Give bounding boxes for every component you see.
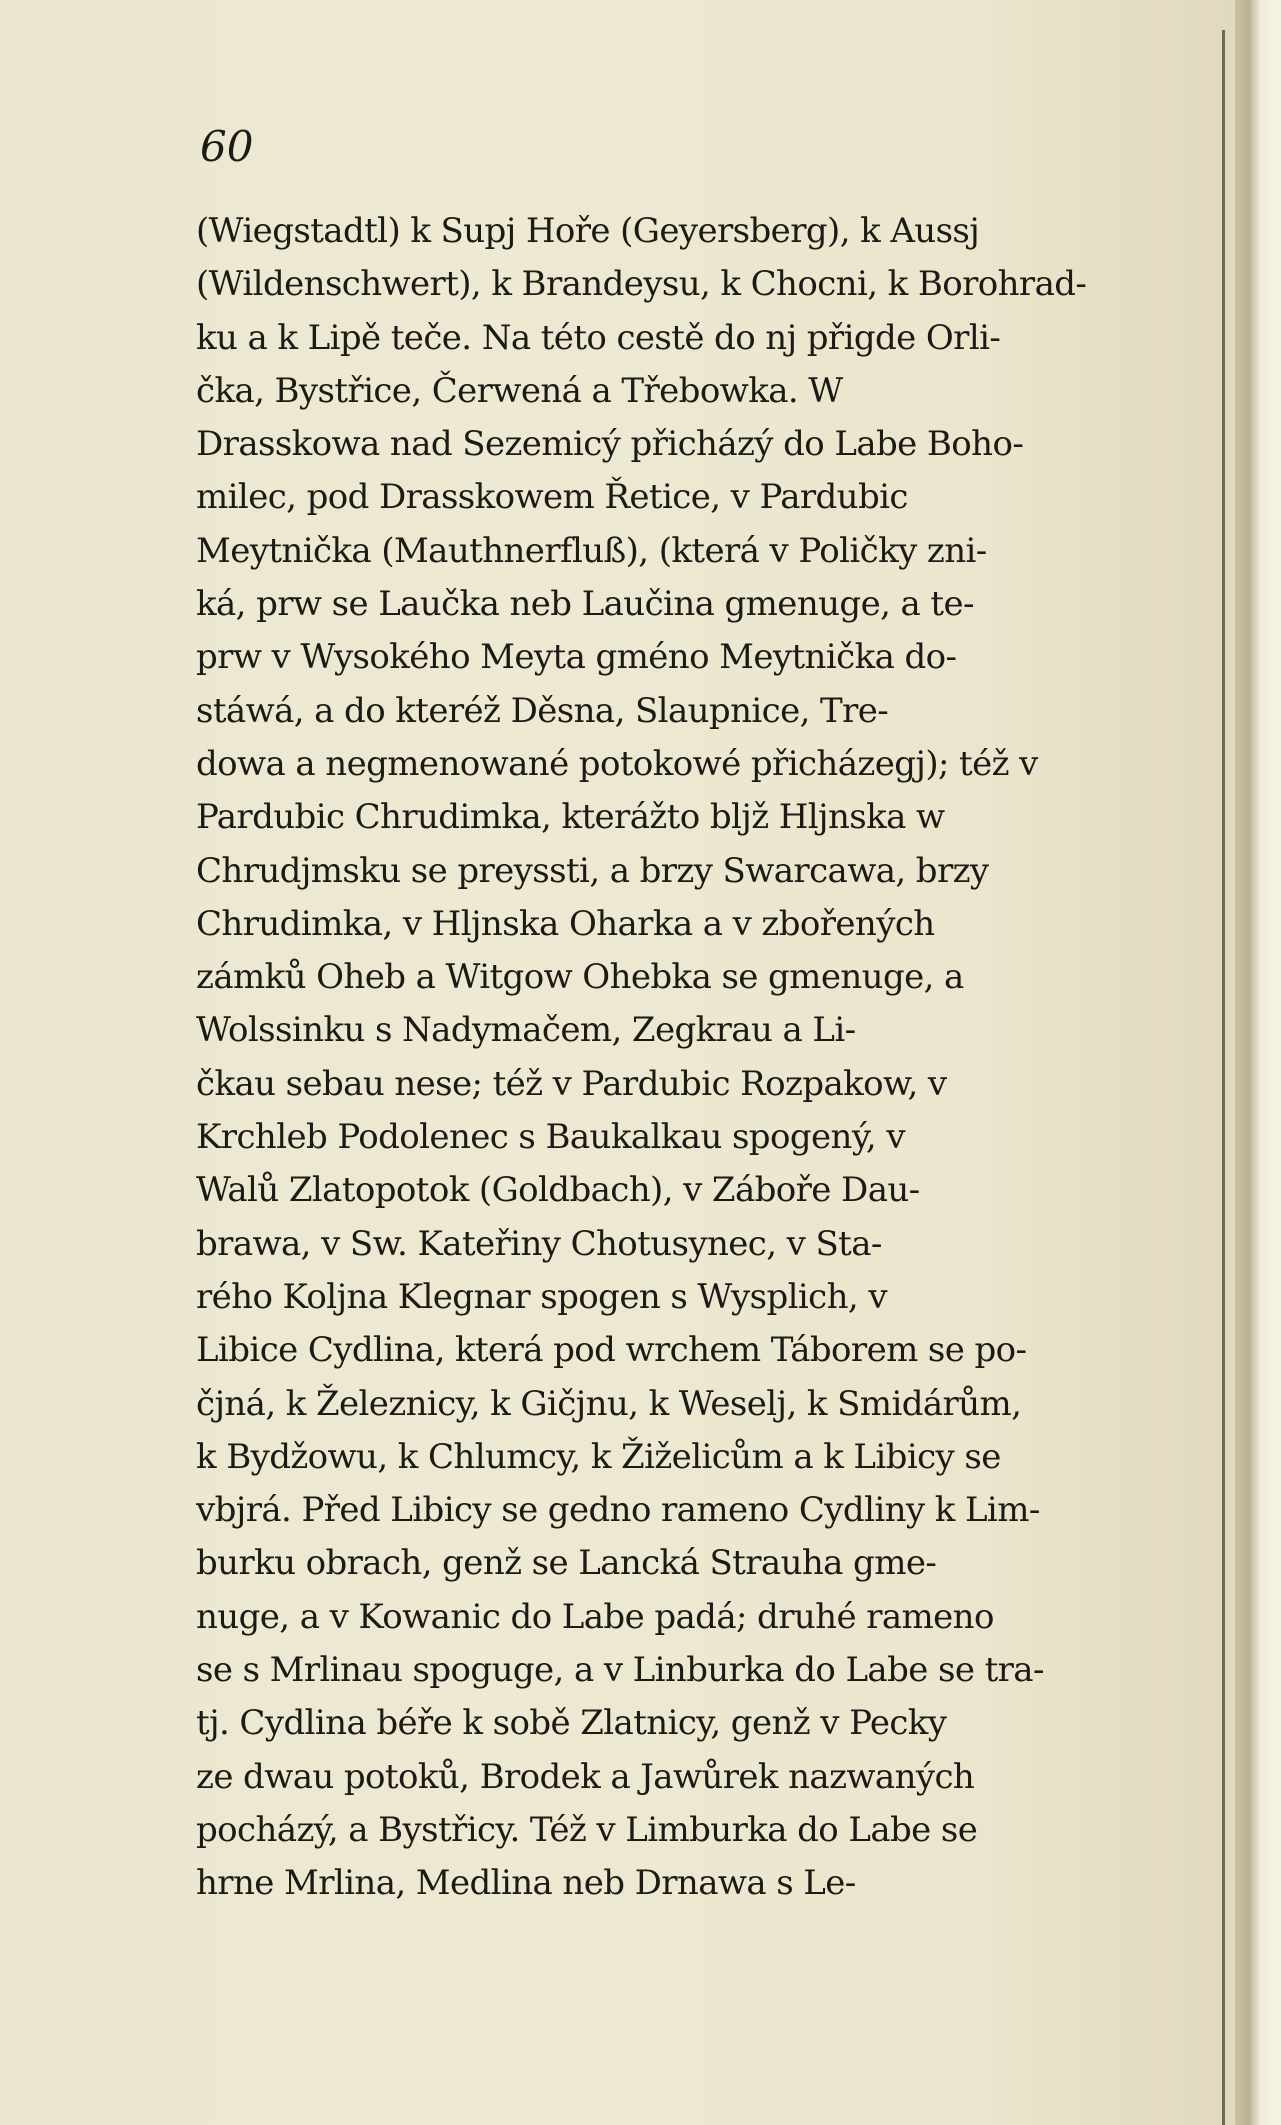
text-line: Libice Cydlina, která pod wrchem Táborem se po- [196,1330,1027,1371]
text-line: zámků Oheb a Witgow Ohebka se gmenuge, a [196,957,964,998]
text-line: tj. Cydlina béře k sobě Zlatnicy, genž v Pecky [196,1703,947,1744]
text-line: (Wildenschwert), k Brandeysu, k Chocni, k Borohrad- [196,264,1087,305]
text-line: ze dwau potoků, Brodek a Jawůrek nazwaných [196,1756,975,1797]
text-line: brawa, v Sw. Kateřiny Chotusynec, v Sta- [196,1223,882,1264]
text-line: nuge, a v Kowanic do Labe padá; druhé rameno [196,1596,994,1637]
body-text [196,205,1161,1911]
text-line: Pardubic Chrudimka, kterážto bljž Hljnska w [196,797,945,838]
page-edge-line [1222,30,1225,2125]
text-line: ku a k Lipě teče. Na této cestě do nj přigde Orli- [196,317,1001,358]
text-line: se s Mrlinau spoguge, a v Linburka do Labe se tra- [196,1650,1044,1691]
page-number: 60 [200,122,254,171]
text-line: Krchleb Podolenec s Baukalkau spogený, v [196,1117,905,1158]
text-line: hrne Mrlina, Medlina neb Drnawa s Le- [196,1863,856,1904]
text-line: (Wiegstadtl) k Supj Hoře (Geyersberg), k Aussj [196,211,980,251]
text-line: Chrudimka, v Hljnska Oharka a v zbořených [196,903,935,944]
text-line: Meytnička (Mauthnerfluß), (která v Poličky zni- [196,530,987,571]
text-line: vbjrá. Před Libicy se gedno rameno Cydliny k Lim- [196,1490,1040,1531]
text-line: prw v Wysokého Meyta gméno Meytnička do- [196,637,957,678]
text-line: Chrudjmsku se preyssti, a brzy Swarcawa, brzy [196,850,989,891]
text-line: burku obrach, genž se Lancká Strauha gme- [196,1543,937,1584]
text-line: čjná, k Železnicy, k Gičjnu, k Weselj, k Smidárům, [196,1383,1022,1424]
text-line: k Bydžowu, k Chlumcy, k Žiželicům a k Libicy se [196,1436,1001,1477]
text-line: ká, prw se Laučka neb Laučina gmenuge, a te- [196,584,974,625]
text-line: čka, Bystřice, Čerwená a Třebowka. W [196,370,843,411]
text-line: stáwá, a do kteréž Děsna, Slaupnice, Tre- [196,690,889,731]
text-line: pocházý, a Bystřicy. Též v Limburka do Labe se [196,1809,978,1850]
text-line: dowa a negmenowané potokowé přicházegj); též v [196,743,1038,784]
text-line: Drasskowa nad Sezemicý přicházý do Labe Boho- [196,424,1024,465]
book-gutter [1235,0,1281,2125]
text-line: Wolssinku s Nadymačem, Zegkrau a Li- [196,1010,856,1051]
text-line: čkau sebau nese; též v Pardubic Rozpakow, v [196,1063,947,1104]
text-line: Walů Zlatopotok (Goldbach), v Záboře Dau- [196,1170,920,1211]
text-line: milec, pod Drasskowem Řetice, v Pardubic [196,477,908,518]
text-line: rého Koljna Klegnar spogen s Wysplich, v [196,1276,887,1317]
